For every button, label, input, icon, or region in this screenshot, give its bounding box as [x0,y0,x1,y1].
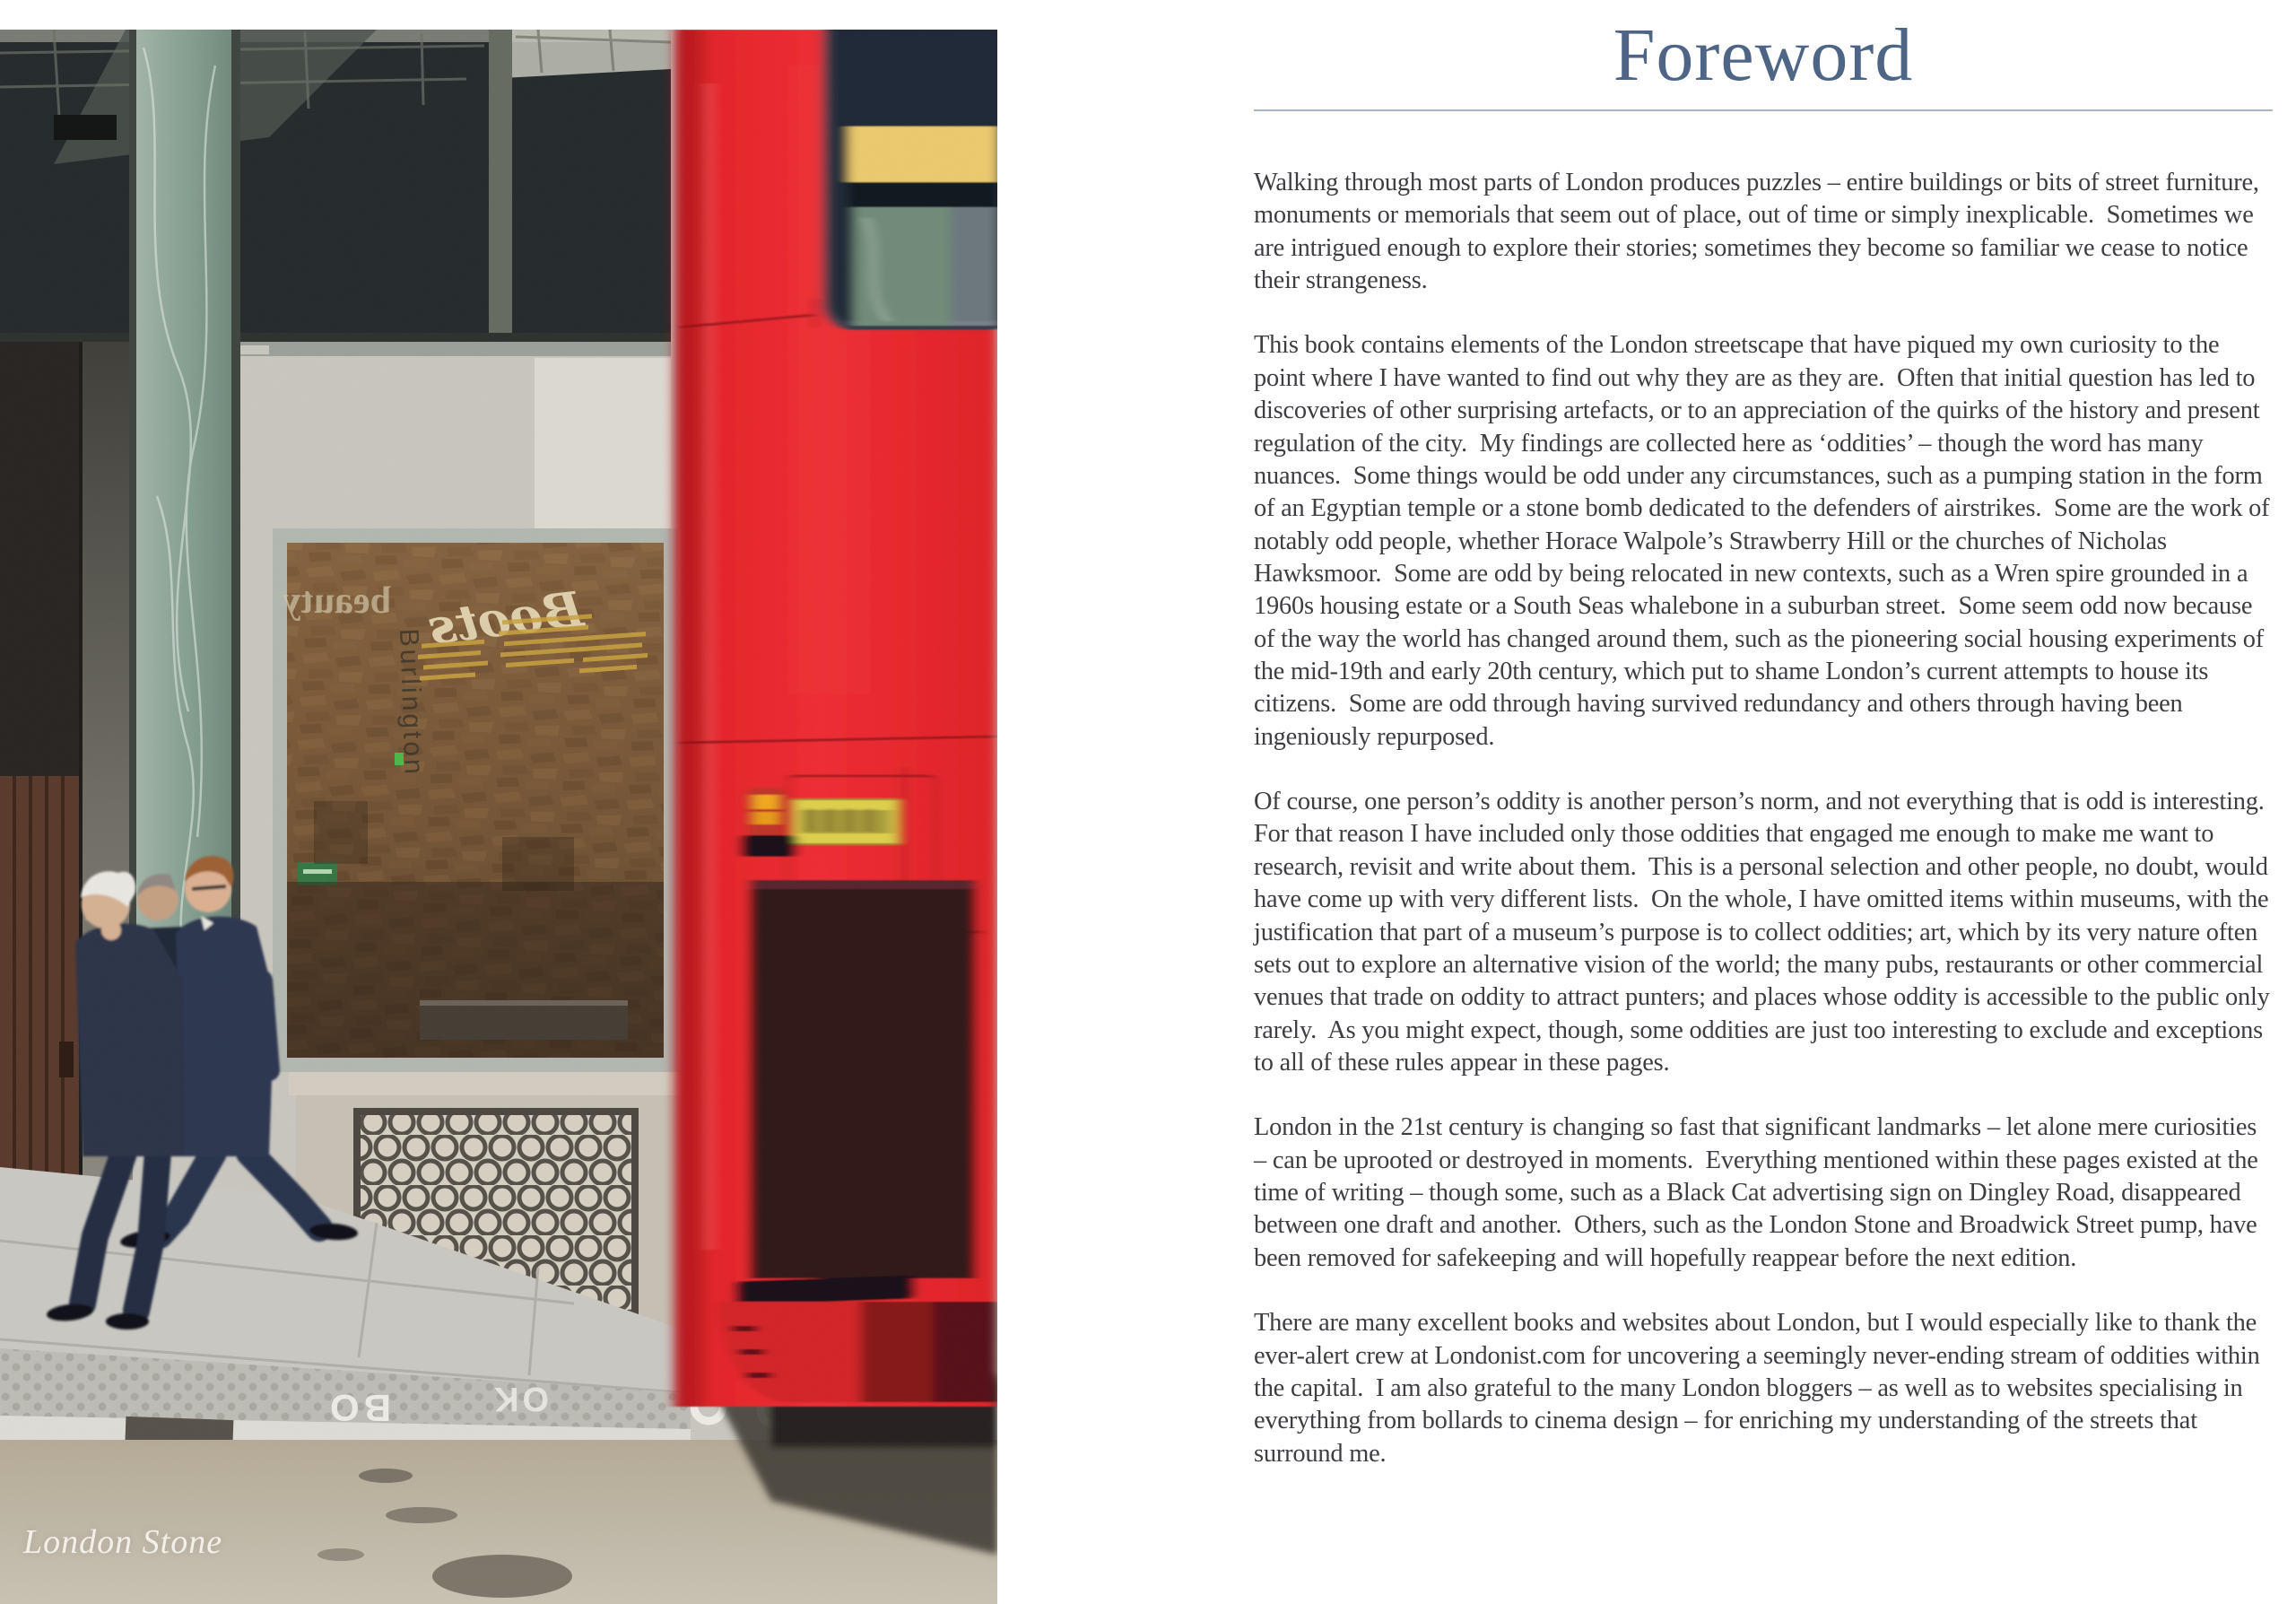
foreword-paragraph: Of course, one person’s oddity is another person’s norm, and not everything that is odd is interesting. For that reason I have included only those oddities that engaged me enough to make me want to research, revisit and write about them. This is a personal selection and other people, no doubt, would have come up with very different lists. On the whole, I have omitted items within museums, with the justification that part of a museum’s purpose is to collect oddities; art, which by its very nature often sets out to explore an alternative vision of the world; the many pubs, restaurants or other commercial venues that trade on oddity to attract punters; and places whose oddity is accessible to the public only rarely. As you might expect, though, some oddities are just too interesting to exclude and exceptions to all of these rules appear in these pages. [1254,788,2277,1077]
title-rule [1254,109,2273,111]
foreword-paragraph: There are many excellent books and websites about London, but I would especially like to thank the ever-alert crew at Londonist.com for uncovering a seemingly never-ending stream of oddities within the capital. I am also grateful to the many London bloggers – as well as to websites specialising in everything from bollards to cinema design – for enriching my understanding of the streets that surround me. [1254,1309,2266,1468]
photo-grain-overlay [0,30,997,1604]
foreword-paragraph: This book contains elements of the London streetscape that have piqued my own curiosity to the point where I have wanted to find out why they are as they are. Often that initial question has led to discoveries of other surprising artefacts, or to an appreciation of the quirks of the history and present regulation of the city. My findings are collected here as ‘oddities’ – though the word has many nuances. Some things would be odd under any circumstances, such as a pumping station in the form of an Egyptian temple or a stone bomb dedicated to the defenders of airstrikes. Some are the work of notably odd people, whether Horace Walpole’s Strawberry Hill or the churches of Nicholas Hawksmoor. Some are odd by being relocated in new contexts, such as a Wren spire grounded in a 1960s housing estate or a South Seas whalebone in a suburban street. Some seem odd now because of the way the world has changed around them, such as the pioneering social housing experiments of the mid-19th and early 20th century, which put to shame London’s current attempts to house its citizens. Some are odd through having survived redundancy and others through having been ingeniously repurposed. [1254,331,2276,751]
foreword-paragraph: London in the 21st century is changing so fast that significant landmarks – let alone mere curiosities – can be uprooted or destroyed in moments. Everything mentioned within these pages existed at the time of writing – though some, such as a Black Cat advertising sign on Dingley Road, disappeared between one draft and another. Others, such as the London Stone and Broadwick Street pump, have been removed for safekeeping and will hopefully reappear before the next edition. [1254,1113,2265,1272]
photo-caption: London Stone [23,1523,223,1561]
foreword-page [1254,0,2277,1503]
street-photo-illustration [0,30,997,1604]
foreword-paragraph: Walking through most parts of London produces puzzles – entire buildings or bits of street furniture, monuments or memorials that seem out of place, out of time or simply inexplicable. Sometimes we are intrigued enough to explore their stories; sometimes they become so familiar we cease to notice their strangeness. [1254,169,2266,295]
photo-london-street [0,30,997,1604]
page-title: Foreword [1613,13,1914,97]
foreword-body [1254,167,2277,1470]
